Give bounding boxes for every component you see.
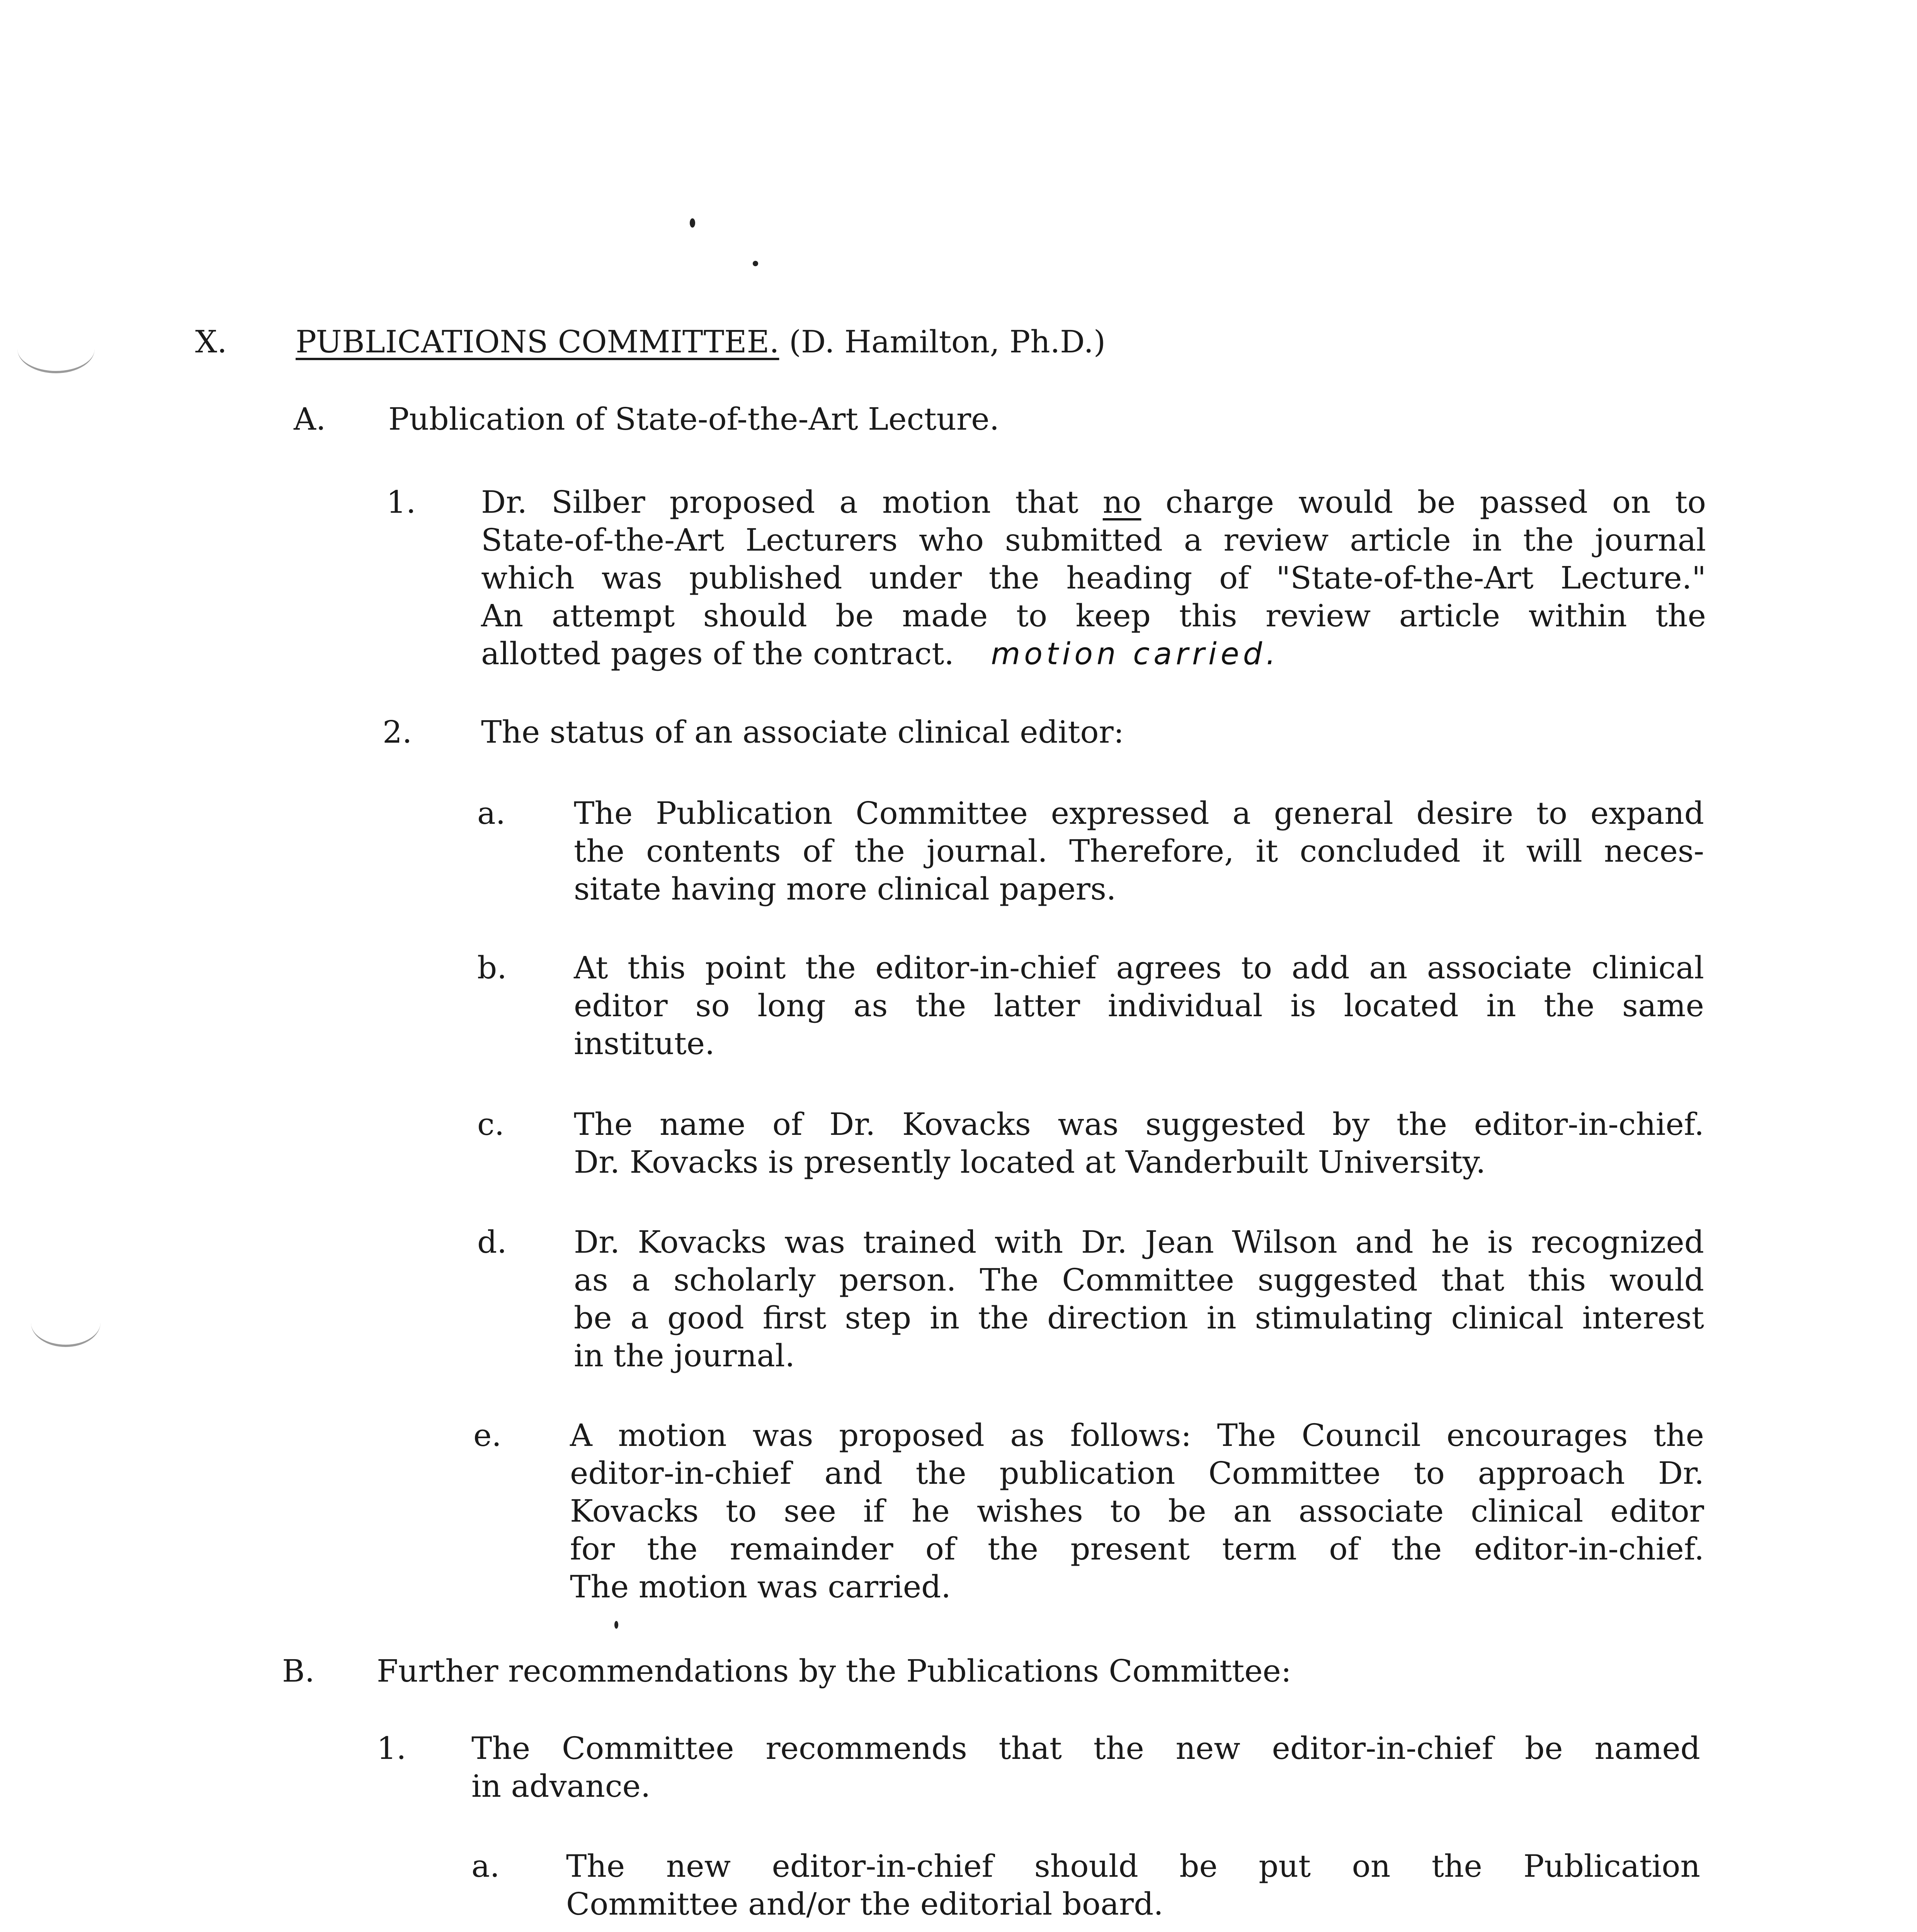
a2d-line-2: as a scholarly person. The Committee suggested that this would [574, 1262, 1704, 1298]
a2e-line-3: Kovacks to see if he wishes to be an associate clinical editor [570, 1493, 1704, 1529]
scan-speck [614, 1621, 618, 1629]
handwritten-note: motion carried. [991, 637, 1280, 672]
a2e-line-5: The motion was carried. [570, 1569, 951, 1605]
a2a-line-1: The Publication Committee expressed a general desire to expand [574, 795, 1704, 831]
a2b-label: b. [477, 950, 507, 986]
a2-heading: The status of an associate clinical editor: [481, 714, 1124, 750]
b1a-line-2: Committee and/or the editorial board. [566, 1886, 1163, 1922]
part-a-label: A. [294, 401, 326, 437]
a1-line-4: An attempt should be made to keep this review article within the [481, 598, 1706, 634]
part-b-label: B. [282, 1653, 315, 1689]
section-title: PUBLICATIONS COMMITTEE. [296, 324, 779, 360]
a1-emphasis-no: no [1102, 484, 1141, 520]
a2a-line-2: the contents of the journal. Therefore, it concluded it will neces- [574, 833, 1704, 869]
a2d-line-3: be a good first step in the direction in stimulating clinical interest [574, 1300, 1704, 1336]
a2c-label: c. [477, 1106, 505, 1142]
a2b-line-2: editor so long as the latter individual is located in the same [574, 988, 1704, 1024]
a1-number: 1. [386, 484, 416, 520]
section-numeral: X. [195, 324, 227, 360]
a2b-line-1: At this point the editor-in-chief agrees to add an associate clinical [574, 950, 1704, 986]
a2e-line-4: for the remainder of the present term of the editor-in-chief. [570, 1531, 1704, 1567]
punch-hole-top [17, 325, 95, 373]
b1a-line-1: The new editor-in-chief should be put on the Publication [566, 1848, 1700, 1884]
a2d-label: d. [477, 1224, 507, 1260]
scan-speck [690, 218, 695, 228]
punch-hole-middle [31, 1298, 100, 1347]
a2e-label: e. [473, 1417, 502, 1453]
a2d-line-4: in the journal. [574, 1338, 795, 1374]
a2a-label: a. [477, 795, 506, 831]
part-a-heading: Publication of State-of-the-Art Lecture. [388, 401, 1000, 437]
a2c-line-1: The name of Dr. Kovacks was suggested by the editor-in-chief. [574, 1106, 1704, 1142]
b1-line-2: in advance. [471, 1768, 651, 1804]
a1-line-5: allotted pages of the contract. motion carried. [481, 636, 1280, 672]
a2c-line-2: Dr. Kovacks is presently located at Vanderbuilt University. [574, 1144, 1486, 1180]
a1-line-1: Dr. Silber proposed a motion that no charge would be passed on to [481, 484, 1706, 520]
b1-line-1: The Committee recommends that the new editor-in-chief be named [471, 1730, 1700, 1766]
a2e-line-1: A motion was proposed as follows: The Council encourages the [570, 1417, 1704, 1453]
scan-speck [753, 261, 758, 266]
a2d-line-1: Dr. Kovacks was trained with Dr. Jean Wilson and he is recognized [574, 1224, 1704, 1260]
a2b-line-3: institute. [574, 1026, 715, 1061]
a1-line-2: State-of-the-Art Lecturers who submitted a review article in the journal [481, 522, 1706, 558]
b1a-label: a. [471, 1848, 500, 1884]
a2e-line-2: editor-in-chief and the publication Committee to approach Dr. [570, 1455, 1704, 1491]
b1-number: 1. [377, 1730, 407, 1766]
section-heading [296, 323, 1106, 361]
a1-line-3: which was published under the heading of "State-of-the-Art Lecture." [481, 560, 1706, 596]
a2a-line-3: sitate having more clinical papers. [574, 871, 1116, 907]
part-b-heading: Further recommendations by the Publications Committee: [377, 1653, 1291, 1689]
a2-number: 2. [383, 714, 412, 750]
section-presenter: (D. Hamilton, Ph.D.) [789, 324, 1106, 360]
